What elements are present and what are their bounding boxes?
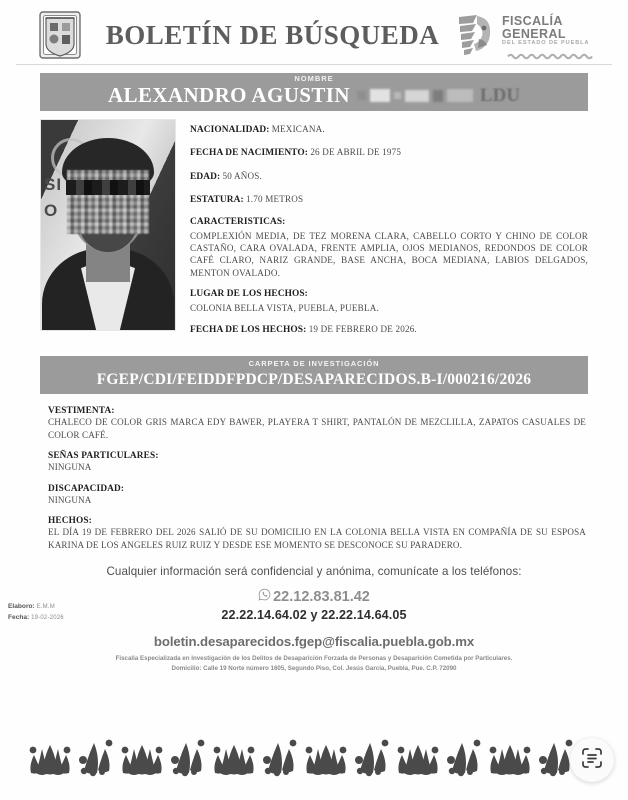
detail-value: 1.70 METROS <box>246 194 304 205</box>
details-column <box>190 119 588 346</box>
case-file-number: FGEP/CDI/FEIDDFPDCP/DESAPARECIDOS.B-I/000216/2026 <box>96 371 532 389</box>
page-header <box>0 0 628 62</box>
detail-row-fecha-nacimiento <box>190 146 588 160</box>
section-senas-particulares <box>48 451 586 474</box>
person-photo <box>40 119 176 331</box>
elaboro-fecha-label: Fecha: <box>8 613 30 621</box>
elaboro-fecha-value: 19-02-2026 <box>31 614 64 621</box>
detail-row-lugar-hechos <box>190 288 588 314</box>
section-hechos <box>48 516 586 551</box>
whatsapp-phone[interactable] <box>258 588 370 605</box>
detail-label: CARACTERISTICAS: <box>190 217 286 228</box>
puebla-state-coat-of-arms-icon <box>38 10 82 60</box>
name-banner-label: NOMBRE <box>294 74 334 83</box>
section-label: HECHOS: <box>48 516 92 527</box>
section-value: NINGUNA <box>48 494 92 505</box>
footer-legal <box>0 654 628 673</box>
section-value: CHALECO DE COLOR GRIS MARCA EDY BAWER, PLAYERA T SHIRT, PANTALÓN DE MEZCLILLA, ZAPATOS CASUALES DE COLOR CAFÉ. <box>48 417 586 440</box>
fiscalia-logo-line2: GENERAL <box>502 26 566 41</box>
detail-row-edad <box>190 170 588 184</box>
fiscalia-eagle-icon <box>457 13 497 57</box>
contact-phones <box>0 588 628 622</box>
fiscalia-logo <box>457 13 598 57</box>
fiscalia-logo-line1: FISCALÍA <box>502 13 563 28</box>
detail-value: 26 DE ABRIL DE 1975 <box>310 147 402 158</box>
contact-email[interactable]: boletin.desaparecidos.fgep@fiscalia.puebla.gob.mx <box>153 634 475 650</box>
detail-row-fecha-hechos <box>190 323 588 337</box>
detail-label: FECHA DE LOS HECHOS: <box>190 324 307 335</box>
case-file-banner <box>40 356 588 394</box>
scan-text-icon <box>580 746 604 775</box>
person-summary <box>40 119 588 346</box>
footer-legal-line2: Domicilio: Calle 19 Norte número 1605, Segundo Piso, Col. Jesús García, Puebla, Pue. C.P. 72090 <box>171 664 457 672</box>
section-value: EL DÍA 19 DE FEBRERO DEL 2026 SALIÓ DE SU DOMICILIO EN LA COLONIA BELLA VISTA EN COMPAÑÍA DE SU ESPOSA KARINA DE LOS ANGELES RUIZ RUIZ Y DESDE ESE MOMENTO SE DESCONOCE SU PARADERO. <box>48 527 586 550</box>
person-name: ALEXANDRO AGUSTIN <box>107 83 350 107</box>
detail-row-estatura <box>190 193 588 207</box>
detail-value: 19 DE FEBRERO DE 2026. <box>308 323 417 334</box>
talavera-floral-border <box>0 732 628 786</box>
detail-value: 50 AÑOS. <box>222 170 263 181</box>
elaboro-block <box>8 602 64 623</box>
case-file-label: CARPETA DE INVESTIGACIÓN <box>248 359 380 369</box>
whatsapp-icon <box>258 588 271 605</box>
lower-sections <box>48 406 586 551</box>
detail-label: LUGAR DE LOS HECHOS: <box>190 289 308 300</box>
whatsapp-phone-number: 22.12.83.81.42 <box>273 588 370 605</box>
section-label: SEÑAS PARTICULARES: <box>48 451 159 462</box>
detail-value: COLONIA BELLA VISTA, PUEBLA, PUEBLA. <box>190 302 379 313</box>
redacted-surname <box>357 88 473 104</box>
detail-row-caracteristicas <box>190 216 588 279</box>
elaboro-value: E.M.M <box>36 604 55 611</box>
detail-label: FECHA DE NACIMIENTO: <box>190 148 308 159</box>
detail-label: ESTATURA: <box>190 195 244 206</box>
elaboro-label: Elaboro: <box>8 603 35 611</box>
name-banner <box>40 73 588 111</box>
section-discapacidad <box>48 484 586 507</box>
section-value: NINGUNA <box>48 462 92 473</box>
detail-value: MEXICANA. <box>271 124 325 134</box>
detail-label: EDAD: <box>190 171 221 182</box>
secondary-phone-numbers[interactable]: 22.22.14.64.02 y 22.22.14.64.05 <box>221 608 407 623</box>
page-title: BOLETÍN DE BÚSQUEDA <box>105 19 440 50</box>
header-divider <box>16 64 612 65</box>
photo-background-text: SI O <box>44 175 63 220</box>
detail-value: COMPLEXIÓN MEDIA, DE TEZ MORENA CLARA, CABELLO CORTO Y CHINO DE COLOR CASTAÑO, CARA OVALADA, FRENTE AMPLIA, OJOS MEDIANOS, REDONDOS DE COLOR CAFÉ CLARO, NARIZ GRANDE, BASE ANCHA, BOCA MEDIANA, LABIOS DELGADOS, MENTON OVALADO. <box>190 230 588 278</box>
fiscalia-logo-line3: DEL ESTADO DE PUEBLA <box>502 40 590 47</box>
eyes-redaction-bar <box>66 180 150 195</box>
scan-text-fab[interactable] <box>570 738 614 782</box>
photo-column <box>40 119 176 346</box>
section-vestimenta <box>48 406 586 441</box>
section-label: VESTIMENTA: <box>48 406 115 417</box>
footer-legal-line1: Fiscalía Especializada en Investigación de los Delitos de Desaparición Forzada de Personas y Desaparición Cometida por Particulares. <box>115 655 513 663</box>
detail-row-nacionalidad <box>190 123 588 137</box>
detail-label: NACIONALIDAD: <box>190 125 270 135</box>
redacted-surname-tail: LDU <box>479 85 521 106</box>
section-label: DISCAPACIDAD: <box>48 483 125 494</box>
fiscalia-logo-pattern <box>502 48 598 55</box>
contact-lead-text: Cualquier información será confidencial y anónima, comunícate a los teléfonos: <box>106 565 522 579</box>
